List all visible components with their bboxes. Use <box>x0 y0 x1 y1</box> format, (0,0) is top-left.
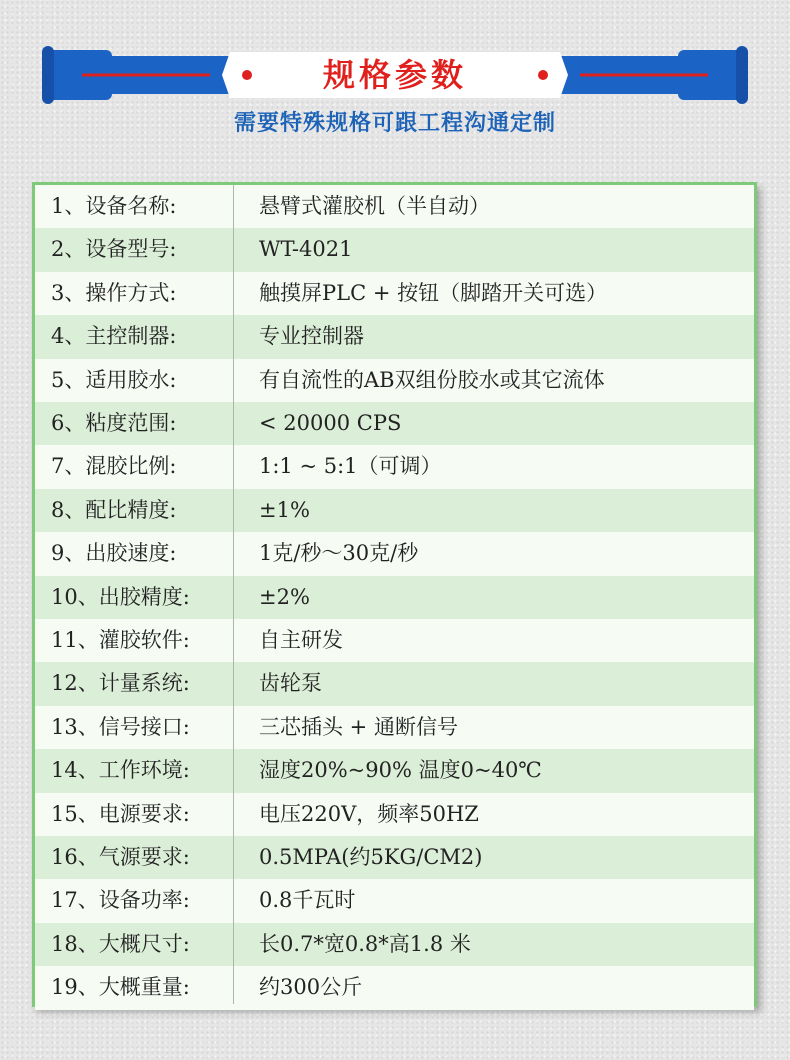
spec-table <box>32 182 757 1007</box>
spec-label: 19、大概重量: <box>51 975 190 1000</box>
spec-label: 17、设备功率: <box>51 888 190 913</box>
spec-row <box>35 228 754 271</box>
spec-row <box>35 489 754 532</box>
spec-row <box>35 793 754 836</box>
spec-value: 齿轮泵 <box>259 671 322 696</box>
spec-label: 10、出胶精度: <box>51 584 190 609</box>
spec-label: 9、出胶速度: <box>51 541 177 566</box>
spec-row <box>35 619 754 662</box>
spec-row <box>35 359 754 402</box>
spec-value: ±2% <box>259 584 310 609</box>
spec-label: 5、适用胶水: <box>51 367 177 392</box>
spec-row <box>35 923 754 966</box>
spec-row <box>35 749 754 792</box>
spec-value: 专业控制器 <box>259 324 364 349</box>
spec-label: 15、电源要求: <box>51 801 190 826</box>
spec-value: ±1% <box>259 497 310 522</box>
spec-value: 电压220V，频率50HZ <box>259 801 479 826</box>
spec-label: 11、灌胶软件: <box>51 628 190 652</box>
spec-row <box>35 836 754 879</box>
spec-value: < 20000 CPS <box>259 411 402 435</box>
column-divider <box>233 185 234 1004</box>
spec-value: 有自流性的AB双组份胶水或其它流体 <box>259 367 605 392</box>
spec-label: 16、气源要求: <box>51 845 190 869</box>
spec-label: 8、配比精度: <box>51 497 177 522</box>
spec-row <box>35 315 754 358</box>
spec-row <box>35 272 754 315</box>
spec-row <box>35 576 754 619</box>
spec-value: WT-4021 <box>259 237 353 262</box>
spec-row <box>35 185 754 228</box>
spec-label: 14、工作环境: <box>51 758 190 783</box>
spec-value: 触摸屏PLC + 按钮（脚踏开关可选） <box>259 280 608 305</box>
spec-label: 13、信号接口: <box>51 714 190 739</box>
spec-value: 长0.7*宽0.8*高1.8 米 <box>259 931 471 956</box>
spec-label: 4、主控制器: <box>51 324 177 349</box>
spec-label: 3、操作方式: <box>51 280 177 305</box>
banner-title: 规格参数 <box>322 56 467 94</box>
subtitle: 需要特殊规格可跟工程沟通定制 <box>233 111 556 136</box>
spec-label: 1、设备名称: <box>51 194 177 218</box>
spec-row <box>35 879 754 922</box>
spec-value: 自主研发 <box>259 628 343 652</box>
spec-row <box>35 662 754 705</box>
spec-row <box>35 445 754 488</box>
spec-value: 0.8千瓦时 <box>259 888 356 913</box>
spec-value: 悬臂式灌胶机（半自动） <box>259 194 490 218</box>
spec-value: 0.5MPA(约5KG/CM2) <box>259 845 483 869</box>
spec-row <box>35 966 754 1009</box>
spec-row <box>35 532 754 575</box>
spec-label: 6、粘度范围: <box>51 411 177 435</box>
spec-value: 湿度20%~90% 温度0~40℃ <box>259 758 542 783</box>
spec-value: 约300公斤 <box>259 975 363 1000</box>
spec-value: 1:1 ~ 5:1（可调） <box>259 454 442 479</box>
title-banner <box>42 44 748 106</box>
spec-value: 1克/秒～30克/秒 <box>259 541 419 566</box>
spec-value: 三芯插头 + 通断信号 <box>259 714 458 739</box>
spec-label: 12、计量系统: <box>51 671 190 696</box>
spec-label: 2、设备型号: <box>51 237 177 262</box>
spec-label: 7、混胶比例: <box>51 454 177 479</box>
spec-row <box>35 402 754 445</box>
spec-row <box>35 706 754 749</box>
spec-label: 18、大概尺寸: <box>51 931 190 956</box>
